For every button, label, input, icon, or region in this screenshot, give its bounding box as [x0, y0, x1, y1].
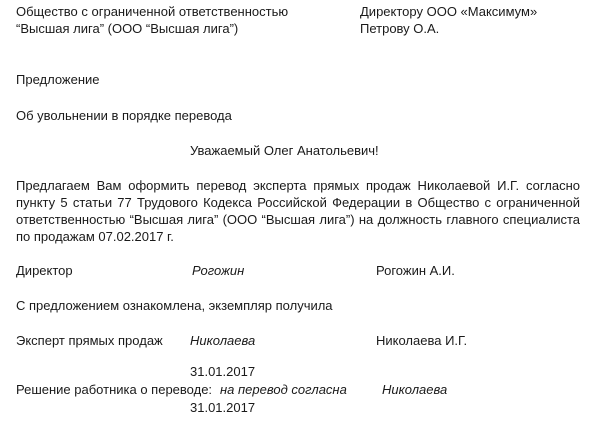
- decision-value: на перевод согласна: [220, 382, 347, 397]
- employee-title: Эксперт прямых продаж: [16, 333, 163, 348]
- addressee-line-1: Директору ООО «Максимум»: [360, 4, 538, 19]
- sender-line-2: “Высшая лига” (ООО “Высшая лига”): [16, 21, 239, 36]
- employee-signature: Николаева: [190, 333, 256, 348]
- employee-date: 31.01.2017: [190, 364, 256, 379]
- employee-name: Николаева И.Г.: [376, 333, 468, 348]
- addressee-line-2: Петрову О.А.: [360, 21, 440, 36]
- body-paragraph: Предлагаем Вам оформить перевод эксперта прямых продаж Николаевой И.Г. согласно пункту 5 статьи 77 Трудового Кодекса Российской Федерации в Общество с ограниченной ответственностью “Высшая лига” (ООО “Высшая лига”) на должность главного специалиста по продажам 07.02.2017 г.: [16, 178, 580, 244]
- sender-line-1: Общество с ограниченной ответственностью: [16, 4, 289, 19]
- director-name: Рогожин А.И.: [376, 263, 455, 278]
- director-signature: Рогожин: [192, 263, 245, 278]
- decision-label: Решение работника о переводе:: [16, 382, 213, 397]
- director-title: Директор: [16, 263, 73, 278]
- salutation: Уважаемый Олег Анатольевич!: [190, 143, 379, 158]
- document-subject: Об увольнении в порядке перевода: [16, 108, 232, 123]
- decision-signature: Николаева: [382, 382, 448, 397]
- decision-date: 31.01.2017: [190, 400, 256, 415]
- document-type: Предложение: [16, 72, 100, 87]
- acknowledgement-text: С предложением ознакомлена, экземпляр получила: [16, 298, 333, 313]
